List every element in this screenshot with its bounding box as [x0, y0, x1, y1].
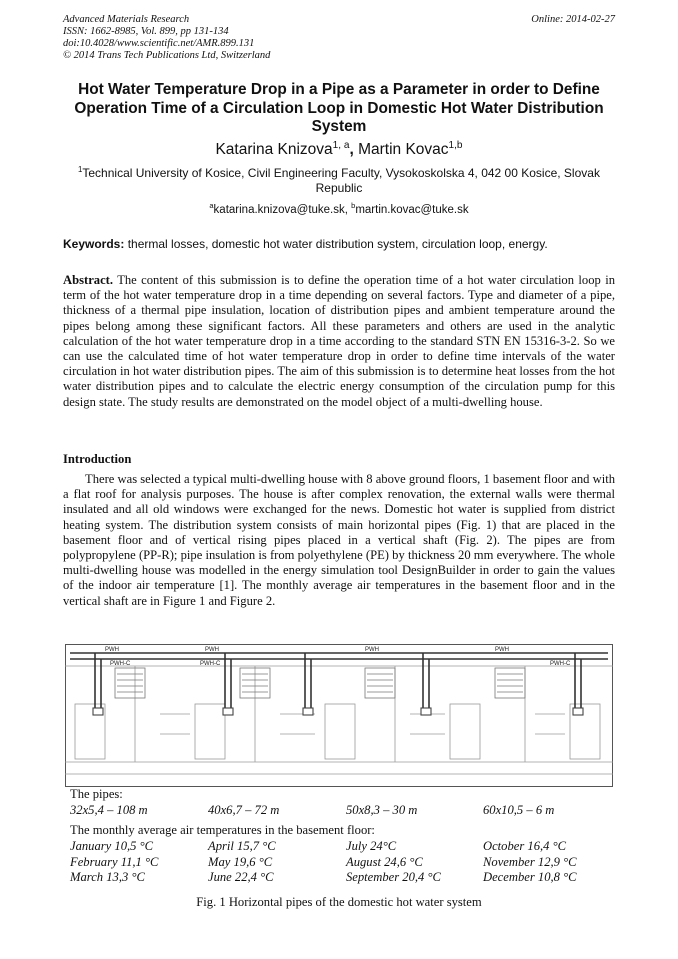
abstract: [63, 273, 615, 410]
author-emails: $^a$katarina.knizova@tuke.sk, $^b$martin.kovac@tuke.sk: [209, 201, 469, 216]
pipe-label: PWH: [495, 647, 509, 653]
email-mark: b: [351, 201, 356, 211]
pipe-item: 60x10,5 – 6 m: [483, 803, 555, 817]
temperature-item: July 24°C: [346, 839, 397, 853]
journal-name: Advanced Materials Research: [63, 14, 190, 25]
author-name: Martin Kovac: [358, 141, 449, 158]
figure-caption: Fig. 1 Horizontal pipes of the domestic hot water system: [196, 895, 482, 909]
email-link[interactable]: martin.kovac@tuke.sk: [355, 204, 469, 216]
temperature-item: October 16,4 °C: [483, 839, 567, 853]
copyright-notice: © 2014 Trans Tech Publications Ltd, Switzerland: [63, 50, 271, 61]
temperature-item: May 19,6 °C: [208, 854, 273, 869]
abstract-text: The content of this submission is to define the operation time of a hot water circulation loop in term of the hot water temperature drop in a time depending on several factors. Type and diameter of a pipe, thickness of a thermal pipe insulation, location of distribution pipes and ambient temperature around the pipes belong among these significant factors. All these parameters and others are used in the analytic calculation of the hot water temperature drop in a time according to the standard STN EN 15316-3-2. So we can use the calculated time of hot water temperature drop in order to define time intervals of the water circulation in hot water distribution pipes. The aim of this submission is to determine heat losses from the hot water distribution pipes and to calculate the electric energy consumption of the circulation pump for this design state. The study results are demonstrated on the model object of a multi-dwelling house.: [63, 273, 615, 409]
affiliation-mark: 1: [78, 165, 83, 174]
pipe-item: 40x6,7 – 72 m: [208, 803, 280, 817]
temperature-item: March 13,3 °C: [70, 870, 145, 885]
author-affiliation-mark: 1,b: [448, 139, 463, 151]
pipe-label: PWH: [365, 647, 379, 653]
pipe-item: 50x8,3 – 30 m: [346, 803, 418, 817]
pipes-heading: The pipes:: [70, 787, 123, 801]
temperature-item: January 10,5 °C: [70, 839, 154, 853]
temperature-item: June 22,4 °C: [208, 870, 274, 885]
online-date: Online: 2014-02-27: [531, 14, 615, 25]
keywords: [63, 237, 615, 251]
temperature-item: April 15,7 °C: [208, 839, 276, 853]
temperatures-heading: The monthly average air temperatures in the basement floor:: [70, 823, 375, 837]
pipe-item: 32x5,4 – 108 m: [70, 803, 148, 817]
author-affiliation-mark: 1, a: [332, 139, 350, 151]
pipe-label: PWH-C: [110, 661, 131, 667]
floor-plan-figure: [65, 644, 613, 787]
section-heading: Introduction: [63, 452, 132, 466]
introduction-text: There was selected a typical multi-dwelling house with 8 above ground floors, 1 basement floor and with a flat roof for analysis purposes. The house is after complex renovation, the external walls were thermal insulated and all old windows were exchanged for the news. Domestic hot water is supplied from district heating system. The distribution system consists of main horizontal pipes (Fig. 1) that are placed in the basement floor and of vertical rising pipes placed in a vertical shaft (Fig. 2). The pipes are from polypropylene (PP-R); pipe insulation is from polyethylene (PE) by thickness 20 mm everywhere. The whole multi-dwelling house was modelled in the energy simulation tool DesignBuilder in order to gain the values of the indoor air temperature [1]. The monthly average air temperatures in the basement floor and in the vertical shaft are in Figure 1 and Figure 2.: [63, 472, 615, 608]
affiliation-text: Technical University of Kosice, Civil Engineering Faculty, Vysokoskolska 4, 042 00 Kosice, Slovak Republic: [82, 166, 600, 195]
affiliation: [63, 166, 615, 196]
temperatures-table: [70, 839, 615, 886]
temperature-item: February 11,1 °C: [70, 854, 159, 869]
temperature-item: December 10,8 °C: [483, 870, 577, 885]
pipe-label: PWH: [205, 647, 219, 653]
author-name: Katarina Knizova: [215, 141, 333, 158]
email-mark: a: [209, 201, 214, 211]
temperature-item: September 20,4 °C: [346, 870, 441, 885]
pipe-label: PWH-C: [550, 661, 571, 667]
journal-issn: ISSN: 1662-8985, Vol. 899, pp 131-134: [63, 26, 229, 37]
author-list: Katarina Knizova$^{1, a}$, Martin Kovac$^{1,b}$: [215, 139, 463, 158]
pipes-row: [70, 803, 615, 819]
email-link[interactable]: katarina.knizova@tuke.sk: [213, 204, 345, 216]
pipe-label: PWH-C: [200, 661, 221, 667]
article-doi: doi:10.4028/www.scientific.net/AMR.899.131: [63, 38, 255, 49]
journal-header: [63, 14, 615, 62]
temperature-item: November 12,9 °C: [483, 854, 577, 869]
pipe-label: PWH: [105, 647, 119, 653]
abstract-label: Abstract.: [63, 273, 114, 287]
keywords-label: Keywords:: [63, 237, 125, 251]
temperature-item: August 24,6 °C: [346, 854, 423, 869]
keywords-text: thermal losses, domestic hot water distribution system, circulation loop, energy.: [127, 237, 548, 251]
paper-title: Hot Water Temperature Drop in a Pipe as a Parameter in order to Define Operation Time of a Circulation Loop in Domestic Hot Water Distribution System: [74, 81, 604, 135]
